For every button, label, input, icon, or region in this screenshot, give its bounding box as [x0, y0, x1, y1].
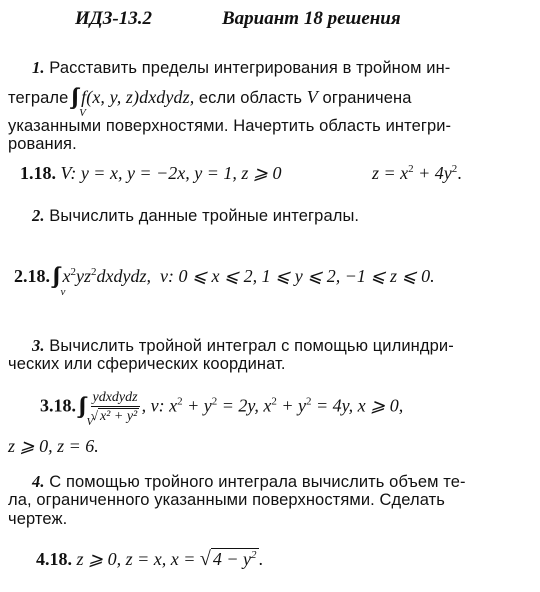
exp-c: 2	[271, 395, 277, 408]
surface-mid: + 4y	[413, 163, 452, 183]
problem-3-18	[40, 390, 404, 428]
exp-a: 2	[177, 395, 183, 408]
task4-line3: чертеж.	[8, 510, 68, 528]
region-a: , v: x	[141, 395, 178, 416]
region-d: + y	[276, 395, 306, 416]
task1-integral	[73, 87, 199, 119]
exp-a: 2	[251, 549, 257, 561]
problem-1-18-surface: $z = x^2 + 4y^2$.	[372, 163, 462, 183]
integrand-c: dxdydz,	[96, 266, 151, 286]
exp-a: 2	[70, 266, 76, 278]
exp-b: 2	[91, 266, 97, 278]
problem-2-18	[14, 262, 435, 298]
frac-num: ydxdydz	[92, 390, 138, 405]
task4-line2: ла, ограниченного указанными поверхностями. Сделать	[8, 491, 445, 509]
fraction-3-18: $\frac{\text{ydxdydz}}{\text{√ x² + y²}}$	[90, 390, 138, 424]
exp-d: 2	[306, 395, 312, 408]
sqrt-content: 4 − y	[212, 549, 251, 569]
task3-text1: Вычислить тройной интеграл с помощью цилиндри-	[49, 337, 454, 355]
expr-4-18: z ⩾ 0, z = x, x =	[76, 549, 200, 569]
task1-line4: рования.	[8, 135, 77, 153]
problem-3-18-line2	[8, 436, 99, 457]
task1-line3: указанными поверхностями. Начертить область интегри-	[8, 117, 452, 135]
label-4-18: 4.18.	[36, 549, 72, 569]
exp-a: 2	[408, 163, 414, 175]
problem-4-18	[36, 548, 263, 571]
task2-line	[32, 206, 359, 226]
task2-text: Вычислить данные тройные интегралы.	[49, 207, 360, 225]
region-c: = 2y, x	[217, 395, 272, 416]
variant-title: Вариант 18 решения	[222, 8, 401, 29]
task1-line1	[32, 58, 450, 78]
integral-sub: v	[60, 286, 66, 298]
expr-1-18: V: y = x, y = −2x, y = 1, z ⩾ 0	[60, 163, 282, 183]
doc-code: ИДЗ-13.2	[75, 8, 153, 29]
label-3-18: 3.18.	[40, 395, 76, 416]
integral-sub: V	[86, 415, 94, 428]
integrand-a: x	[62, 266, 71, 286]
exp-b: 2	[451, 163, 458, 175]
sqrt-body	[211, 548, 259, 570]
region-e: = 4y, x ⩾ 0,	[311, 395, 404, 416]
integral-sub: V	[79, 107, 86, 119]
label-2-18: 2.18.	[14, 266, 50, 286]
region-3-18-cont: z ⩾ 0, z = 6.	[8, 436, 99, 456]
task1-number: 1.	[32, 58, 45, 77]
sqrt-icon: √	[199, 548, 211, 570]
label-1-18: 1.18.	[20, 163, 56, 183]
task1-expr: f(x, y, z)dxdydz,	[81, 87, 195, 107]
task4-number: 4.	[32, 472, 45, 491]
task1-rest: если область	[198, 89, 303, 107]
task1-line2	[8, 83, 412, 119]
end-dot: .	[258, 549, 263, 569]
frac-den: x² + y²	[99, 409, 138, 424]
task4-text1: С помощью тройного интеграла вычислить объем те-	[49, 473, 466, 491]
task1-prefix: теграле	[8, 89, 69, 107]
region-b: + y	[182, 395, 212, 416]
task4-line1	[32, 472, 466, 492]
region-2-18: v: 0 ⩽ x ⩽ 2, 1 ⩽ y ⩽ 2, −1 ⩽ z ⩽ 0.	[159, 266, 435, 286]
task3-line1	[32, 336, 454, 356]
problem-1-18	[20, 163, 281, 184]
exp-b: 2	[211, 395, 218, 408]
task3-number: 3.	[32, 336, 45, 355]
integrand-b: yz	[76, 266, 91, 286]
task3-line2: ческих или сферических координат.	[8, 355, 286, 373]
task1-end: ограничена	[322, 89, 412, 107]
task1-text1: Расставить пределы интегрирования в тройном ин-	[49, 59, 451, 77]
task2-number: 2.	[32, 206, 45, 225]
surface-lhs: z = x	[372, 163, 409, 183]
task1-var: V	[306, 87, 318, 107]
